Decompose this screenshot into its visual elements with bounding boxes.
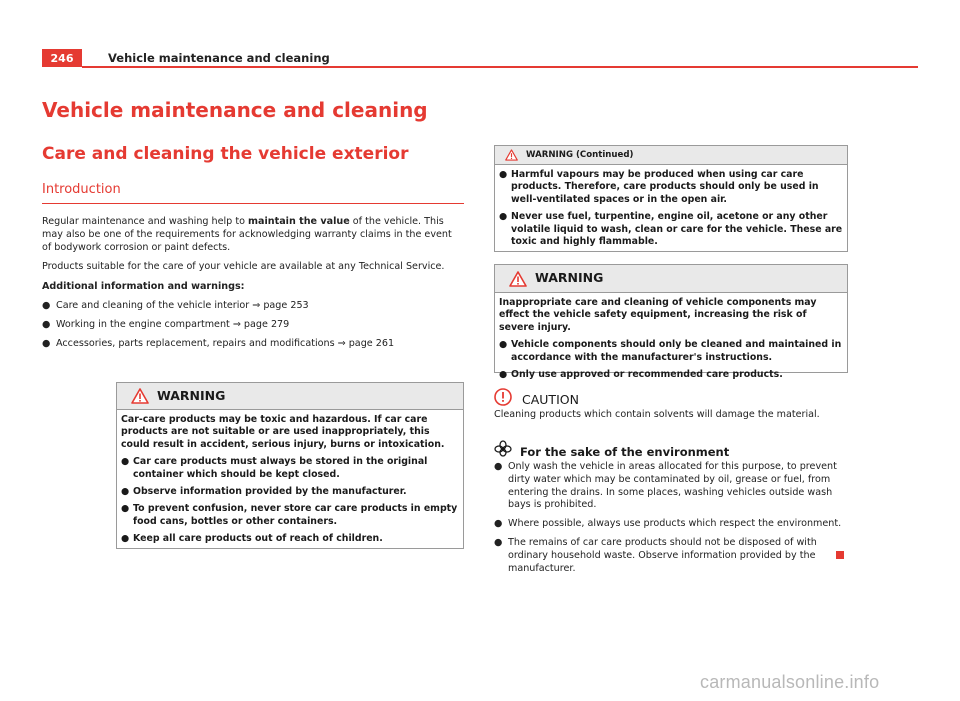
leaf-icon (494, 440, 512, 458)
list-item (121, 486, 459, 498)
warning-item: Keep all care products out of reach of children. (133, 533, 383, 545)
section-title: Care and cleaning the vehicle exterior (42, 144, 409, 164)
bullet-icon: ● (121, 486, 130, 498)
cross-reference-link[interactable]: Care and cleaning of the vehicle interior ⇒ page 253 (56, 299, 309, 311)
bullet-icon: ● (499, 211, 508, 223)
warning-item: Observe information provided by the manufacturer. (133, 486, 407, 498)
list-item (499, 169, 843, 206)
environment-heading (494, 439, 729, 459)
warning-continued-header (495, 146, 847, 165)
cross-reference-link[interactable]: Working in the engine compartment ⇒ page 279 (56, 318, 290, 330)
list-item (499, 369, 843, 381)
intro-text-end: of the vehicle. This may also be one of the requirements for acknowledging warranty claims in the event of bodywork corrosion or paint defects. (42, 216, 452, 253)
warning-item: Vehicle components should only be cleaned and maintained in accordance with the manufacturer's instructions. (511, 339, 842, 363)
warning-continued-body (495, 165, 847, 257)
warning-item: Only use approved or recommended care products. (511, 369, 783, 381)
environment-label: For the sake of the environment (520, 445, 730, 459)
warning-continued-label: WARNING (Continued) (526, 149, 634, 160)
list-item (121, 503, 459, 528)
chapter-title: Vehicle maintenance and cleaning (42, 98, 428, 122)
warning-box (116, 382, 464, 549)
bullet-icon: ● (494, 536, 503, 548)
cross-reference-link[interactable]: Accessories, parts replacement, repairs and modifications ⇒ page 261 (56, 337, 395, 349)
caution-text: Cleaning products which contain solvents will damage the material. (494, 409, 820, 420)
header-rule (82, 66, 918, 68)
warning-box (494, 264, 848, 381)
intro-text-start: Regular maintenance and washing help to (42, 216, 249, 227)
warning-intro: Car-care products may be toxic and hazardous. If car care products are not suitable or are used inappropriately, this could result in accident, serious injury, burns or intoxication. (121, 414, 445, 450)
warning-item: To prevent confusion, never store car care products in empty food cans, bottles or other containers. (133, 503, 458, 527)
list-item (42, 319, 464, 332)
running-title: Vehicle maintenance and cleaning (108, 51, 330, 65)
environment-item: Only wash the vehicle in areas allocated for this purpose, to prevent dirty water which may be contaminated by oil, grease or fuel, from entering the drains. In some places, washing vehicles outside wash bays is prohibited. (508, 461, 837, 511)
list-item (121, 456, 459, 481)
warning-body (117, 410, 463, 555)
bullet-icon: ● (494, 518, 503, 530)
bullet-icon: ● (42, 337, 51, 349)
warning-triangle-icon (505, 149, 518, 161)
environment-list (494, 461, 848, 581)
list-item (494, 518, 848, 531)
list-item (121, 533, 459, 545)
products-paragraph: Products suitable for the care of your vehicle are available at any Technical Service. (42, 261, 445, 273)
warning-continued-box (494, 145, 848, 252)
environment-item: Where possible, always use products which respect the environment. (508, 518, 842, 530)
caution-heading (494, 386, 579, 407)
warning-header (117, 383, 463, 410)
warning-label: WARNING (535, 270, 604, 286)
bullet-icon: ● (121, 456, 130, 468)
bullet-icon: ● (499, 169, 508, 180)
list-item (42, 300, 464, 313)
caution-label: CAUTION (522, 392, 579, 407)
bullet-icon: ● (42, 299, 51, 311)
list-item (494, 537, 848, 575)
warning-label: WARNING (157, 387, 226, 403)
warning-item: Never use fuel, turpentine, engine oil, acetone or any other volatile liquid to wash, clean or care for the vehicle. These are toxic and highly flammable. (511, 211, 843, 248)
bullet-icon: ● (494, 461, 503, 472)
warning-triangle-icon (509, 271, 527, 287)
intro-paragraph (42, 216, 464, 254)
warning-header (495, 265, 847, 293)
page-number: 246 (42, 49, 82, 67)
intro-text-bold: maintain the value (248, 216, 350, 227)
section-end-marker (836, 551, 844, 559)
warning-item: Harmful vapours may be produced when using car care products. Therefore, care products should only be used in well-ventilated spaces or in the open air. (511, 169, 819, 205)
bullet-icon: ● (42, 318, 51, 330)
list-item (42, 338, 464, 351)
bullet-icon: ● (499, 339, 508, 351)
subsection-rule (42, 203, 464, 204)
warning-body (495, 293, 847, 390)
warning-item: Car care products must always be stored in the original container which should be kept closed. (133, 456, 428, 480)
list-item (499, 339, 843, 364)
bullet-icon: ● (121, 533, 130, 545)
left-column (42, 216, 464, 356)
caution-exclamation-icon (494, 388, 512, 406)
warning-triangle-icon (131, 388, 149, 404)
environment-item: The remains of car care products should not be disposed of with ordinary household waste. Observe information provided by the manufacturer. (508, 536, 817, 574)
bullet-icon: ● (121, 503, 130, 515)
list-item (494, 461, 848, 512)
additional-heading: Additional information and warnings: (42, 281, 245, 293)
warning-intro: Inappropriate care and cleaning of vehicle components may effect the vehicle safety equipment, increasing the risk of severe injury. (499, 297, 817, 333)
watermark-url: carmanualsonline.info (700, 672, 880, 692)
subsection-title: Introduction (42, 182, 121, 197)
bullet-icon: ● (499, 369, 508, 381)
list-item (499, 211, 843, 248)
